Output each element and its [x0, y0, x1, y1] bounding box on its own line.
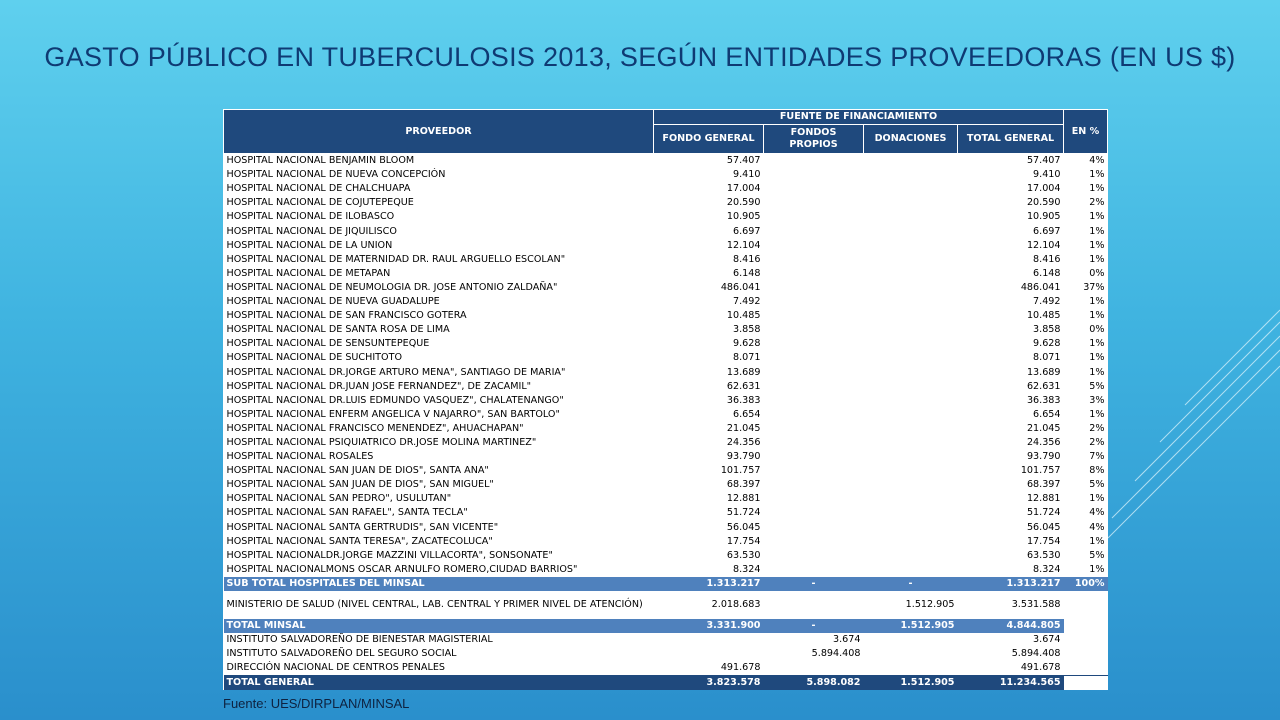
fondos-propios-cell — [764, 168, 864, 182]
empty-pct-cell — [1064, 633, 1108, 647]
fondo-general-cell: 9.628 — [733, 338, 761, 350]
total-general-row — [224, 676, 1108, 691]
donaciones-cell — [864, 492, 958, 506]
donaciones-cell — [864, 394, 958, 408]
total-general-cell: 51.724 — [1026, 507, 1061, 519]
table-row — [224, 351, 1108, 365]
donaciones-cell: 1.512.905 — [864, 676, 958, 691]
fondo-general-cell: 8.071 — [733, 352, 761, 364]
donaciones-cell — [864, 563, 958, 577]
donaciones-cell — [864, 337, 958, 351]
fondo-general-cell: 10.905 — [726, 211, 761, 223]
fondos-propios-cell — [764, 436, 864, 450]
provider-name-cell: HOSPITAL NACIONAL DE CHALCHUAPA — [226, 183, 411, 195]
total-general-cell: 57.407 — [1026, 155, 1061, 167]
provider-name-cell: HOSPITAL NACIONAL DR.JORGE ARTURO MENA", SANTIAGO DE MARIA" — [226, 366, 566, 378]
subtotal-row — [224, 577, 1108, 591]
pct-cell: 1% — [1089, 366, 1105, 378]
provider-name-cell: HOSPITAL NACIONAL SAN JUAN DE DIOS", SANTA ANA" — [226, 465, 489, 477]
provider-name-cell: HOSPITAL NACIONAL DE SANTA ROSA DE LIMA — [226, 324, 450, 336]
fondos-propios-cell — [764, 464, 864, 478]
fondo-general-cell: 3.823.578 — [654, 676, 764, 691]
ministerio-row — [224, 591, 1108, 619]
provider-name-cell: HOSPITAL NACIONAL SANTA TERESA", ZACATECOLUCA" — [226, 535, 493, 547]
fondos-propios-cell — [764, 366, 864, 380]
fondo-general-cell: 6.654 — [733, 408, 761, 420]
fondo-general-cell — [654, 633, 764, 647]
fondos-propios-cell — [764, 196, 864, 210]
total-general-cell: 62.631 — [1026, 380, 1061, 392]
fondos-propios-cell — [764, 661, 864, 676]
provider-name-cell: INSTITUTO SALVADOREÑO DEL SEGURO SOCIAL — [226, 648, 457, 660]
header-total-general: TOTAL GENERAL — [958, 125, 1064, 154]
total-general-cell: 12.881 — [1026, 493, 1061, 505]
pct-cell: 4% — [1089, 521, 1105, 533]
source-note: Fuente: UES/DIRPLAN/MINSAL — [223, 696, 410, 711]
fondos-propios-cell — [764, 591, 864, 619]
donaciones-cell — [864, 661, 958, 676]
pct-cell: 1% — [1089, 493, 1105, 505]
empty-pct-cell — [1064, 591, 1108, 619]
pct-cell: 37% — [1083, 281, 1105, 293]
donaciones-cell: 1.512.905 — [864, 619, 958, 633]
total-general-cell: 9.410 — [1033, 169, 1061, 181]
provider-name-cell: HOSPITAL NACIONAL DE ILOBASCO — [226, 211, 395, 223]
fondo-general-cell: 24.356 — [726, 436, 761, 448]
pct-cell: 4% — [1089, 155, 1105, 167]
donaciones-cell — [864, 295, 958, 309]
fondos-propios-cell — [764, 351, 864, 365]
donaciones-cell: - — [864, 577, 958, 591]
table-row — [224, 323, 1108, 337]
table-row — [224, 267, 1108, 281]
table-row — [224, 168, 1108, 182]
donaciones-cell — [864, 450, 958, 464]
total-general-cell: 491.678 — [1020, 662, 1061, 674]
fondo-general-cell: 8.324 — [733, 563, 761, 575]
provider-name-cell: HOSPITAL NACIONAL SAN RAFAEL", SANTA TECLA" — [226, 507, 468, 519]
donaciones-cell — [864, 168, 958, 182]
table-row — [224, 253, 1108, 267]
total-general-cell: 8.071 — [1033, 352, 1061, 364]
provider-name-cell: HOSPITAL NACIONAL DE LA UNION — [226, 239, 393, 251]
total-minsal-row — [224, 619, 1108, 633]
fondos-propios-cell — [764, 492, 864, 506]
total-general-cell: 5.894.408 — [1011, 648, 1061, 660]
fondo-general-cell — [654, 647, 764, 661]
pct-cell: 1% — [1089, 225, 1105, 237]
total-general-cell: 6.148 — [1033, 267, 1061, 279]
pct-cell: 5% — [1089, 549, 1105, 561]
provider-name-cell: HOSPITAL NACIONAL DE NUEVA CONCEPCIÓN — [226, 169, 446, 181]
header-donaciones: DONACIONES — [864, 125, 958, 154]
header-fondos-propios: FONDOS PROPIOS — [764, 125, 864, 154]
donaciones-cell — [864, 535, 958, 549]
table-row — [224, 450, 1108, 464]
table-row — [224, 535, 1108, 549]
fondo-general-cell: 20.590 — [726, 197, 761, 209]
fondo-general-cell: 491.678 — [720, 662, 761, 674]
fondo-general-cell: 12.881 — [726, 493, 761, 505]
provider-name-cell: HOSPITAL NACIONAL SANTA GERTRUDIS", SAN VICENTE" — [226, 521, 499, 533]
provider-name-cell: HOSPITAL NACIONAL DE NUEVA GUADALUPE — [226, 296, 440, 308]
donaciones-cell — [864, 408, 958, 422]
donaciones-cell — [864, 436, 958, 450]
fondo-general-cell: 3.858 — [733, 324, 761, 336]
pct-cell: 0% — [1089, 267, 1105, 279]
table-row — [224, 436, 1108, 450]
provider-name-cell: TOTAL GENERAL — [224, 676, 654, 691]
table-row — [224, 563, 1108, 577]
provider-name-cell: HOSPITAL NACIONAL SAN JUAN DE DIOS", SAN MIGUEL" — [226, 479, 494, 491]
table-row — [224, 661, 1108, 676]
fondos-propios-cell — [764, 182, 864, 196]
fondos-propios-cell — [764, 535, 864, 549]
table-row — [224, 182, 1108, 196]
donaciones-cell — [864, 464, 958, 478]
table-row — [224, 309, 1108, 323]
donaciones-cell — [864, 366, 958, 380]
table-row — [224, 478, 1108, 492]
total-general-cell: 68.397 — [1026, 479, 1061, 491]
total-general-cell: 10.905 — [1026, 211, 1061, 223]
donaciones-cell — [864, 422, 958, 436]
total-general-cell: 8.324 — [1033, 563, 1061, 575]
table-row — [224, 281, 1108, 295]
total-general-cell: 101.757 — [1020, 465, 1061, 477]
fondo-general-cell: 57.407 — [726, 155, 761, 167]
provider-name-cell: HOSPITAL NACIONAL DE SENSUNTEPEQUE — [226, 338, 430, 350]
donaciones-cell: 1.512.905 — [905, 598, 955, 610]
donaciones-cell — [864, 281, 958, 295]
total-general-cell: 93.790 — [1026, 451, 1061, 463]
total-general-cell: 3.674 — [1033, 634, 1061, 646]
total-general-cell: 4.844.805 — [958, 619, 1064, 633]
fondo-general-cell: 1.313.217 — [654, 577, 764, 591]
total-general-cell: 11.234.565 — [958, 676, 1064, 691]
provider-name-cell: TOTAL MINSAL — [224, 619, 654, 633]
total-general-cell: 12.104 — [1026, 239, 1061, 251]
table-row — [224, 239, 1108, 253]
provider-name-cell: SUB TOTAL HOSPITALES DEL MINSAL — [224, 577, 654, 591]
fondos-propios-cell — [764, 337, 864, 351]
provider-name-cell: HOSPITAL NACIONAL ROSALES — [226, 451, 374, 463]
table-row — [224, 210, 1108, 224]
total-general-cell: 20.590 — [1026, 197, 1061, 209]
total-general-cell: 1.313.217 — [958, 577, 1064, 591]
pct-cell: 1% — [1089, 310, 1105, 322]
fondos-propios-cell — [764, 253, 864, 267]
provider-name-cell: HOSPITAL NACIONALDR.JORGE MAZZINI VILLACORTA", SONSONATE" — [226, 549, 553, 561]
header-proveedor: PROVEEDOR — [224, 110, 654, 154]
pct-cell: 1% — [1089, 211, 1105, 223]
pct-cell: 8% — [1089, 465, 1105, 477]
fondo-general-cell: 7.492 — [733, 296, 761, 308]
fondos-propios-cell: 5.894.408 — [811, 648, 861, 660]
fondos-propios-cell — [764, 521, 864, 535]
fondos-propios-cell — [764, 450, 864, 464]
total-general-cell: 3.531.588 — [1011, 598, 1061, 610]
provider-name-cell: DIRECCIÓN NACIONAL DE CENTROS PENALES — [226, 662, 445, 674]
pct-cell: 2% — [1089, 422, 1105, 434]
fondo-general-cell: 63.530 — [726, 549, 761, 561]
donaciones-cell — [864, 253, 958, 267]
fondo-general-cell: 101.757 — [720, 465, 761, 477]
provider-name-cell: HOSPITAL NACIONAL DE SAN FRANCISCO GOTERA — [226, 310, 467, 322]
fondo-general-cell: 8.416 — [733, 253, 761, 265]
fondos-propios-cell — [764, 394, 864, 408]
provider-name-cell: HOSPITAL NACIONAL DE METAPAN — [226, 267, 391, 279]
fondos-propios-cell — [764, 239, 864, 253]
pct-cell: 1% — [1089, 408, 1105, 420]
fondos-propios-cell: - — [764, 577, 864, 591]
spending-table — [223, 109, 1108, 690]
empty-pct-cell — [1064, 619, 1108, 633]
total-general-cell: 3.858 — [1033, 324, 1061, 336]
table-row — [224, 506, 1108, 520]
fondo-general-cell: 56.045 — [726, 521, 761, 533]
table-row — [224, 422, 1108, 436]
provider-name-cell: HOSPITAL NACIONAL SAN PEDRO", USULUTAN" — [226, 493, 452, 505]
spending-table-container — [223, 109, 1107, 690]
table-row — [224, 380, 1108, 394]
fondos-propios-cell — [764, 563, 864, 577]
fondo-general-cell: 21.045 — [726, 422, 761, 434]
provider-name-cell: HOSPITAL NACIONAL ENFERM ANGELICA V NAJARRO", SAN BARTOLO" — [226, 408, 560, 420]
fondos-propios-cell — [764, 281, 864, 295]
pct-cell: 1% — [1089, 352, 1105, 364]
provider-name-cell: HOSPITAL NACIONAL PSIQUIATRICO DR.JOSE MOLINA MARTINEZ" — [226, 436, 537, 448]
table-row — [224, 225, 1108, 239]
provider-name-cell: HOSPITAL NACIONALMONS OSCAR ARNULFO ROMERO,CIUDAD BARRIOS" — [226, 563, 578, 575]
provider-name-cell: HOSPITAL NACIONAL DE MATERNIDAD DR. RAUL ARGUELLO ESCOLAN" — [226, 253, 566, 265]
total-general-cell: 17.754 — [1026, 535, 1061, 547]
provider-name-cell: HOSPITAL NACIONAL DE SUCHITOTO — [226, 352, 403, 364]
pct-cell: 5% — [1089, 479, 1105, 491]
pct-cell: 1% — [1089, 169, 1105, 181]
fondo-general-cell: 6.148 — [733, 267, 761, 279]
total-general-cell: 6.697 — [1033, 225, 1061, 237]
fondos-propios-cell — [764, 295, 864, 309]
provider-name-cell: HOSPITAL NACIONAL DE JIQUILISCO — [226, 225, 397, 237]
total-general-cell: 9.628 — [1033, 338, 1061, 350]
pct-cell: 2% — [1089, 436, 1105, 448]
donaciones-cell — [864, 351, 958, 365]
fondo-general-cell: 3.331.900 — [654, 619, 764, 633]
provider-name-cell: HOSPITAL NACIONAL FRANCISCO MENENDEZ", AHUACHAPAN" — [226, 422, 524, 434]
fondo-general-cell: 62.631 — [726, 380, 761, 392]
header-fondo-general: FONDO GENERAL — [654, 125, 764, 154]
fondo-general-cell: 6.697 — [733, 225, 761, 237]
donaciones-cell — [864, 210, 958, 224]
table-row — [224, 196, 1108, 210]
total-general-cell: 21.045 — [1026, 422, 1061, 434]
provider-name-cell: HOSPITAL NACIONAL BENJAMIN BLOOM — [226, 155, 415, 167]
pct-cell: 1% — [1089, 535, 1105, 547]
fondos-propios-cell: 5.898.082 — [764, 676, 864, 691]
pct-cell: 1% — [1089, 338, 1105, 350]
donaciones-cell — [864, 478, 958, 492]
pct-cell: 1% — [1089, 253, 1105, 265]
total-general-cell: 17.004 — [1026, 183, 1061, 195]
table-body — [224, 154, 1108, 691]
table-row — [224, 408, 1108, 422]
table-row — [224, 521, 1108, 535]
provider-name-cell: HOSPITAL NACIONAL DE NEUMOLOGIA DR. JOSE ANTONIO ZALDAÑA" — [226, 281, 558, 293]
donaciones-cell — [864, 647, 958, 661]
total-general-cell: 8.416 — [1033, 253, 1061, 265]
total-general-cell: 7.492 — [1033, 296, 1061, 308]
pct-cell: 1% — [1089, 563, 1105, 575]
fondos-propios-cell: 3.674 — [833, 634, 861, 646]
provider-name-cell: HOSPITAL NACIONAL DE COJUTEPEQUE — [226, 197, 414, 209]
pct-cell: 3% — [1089, 394, 1105, 406]
donaciones-cell — [864, 380, 958, 394]
fondo-general-cell: 13.689 — [726, 366, 761, 378]
pct-cell: 2% — [1089, 197, 1105, 209]
fondo-general-cell: 17.004 — [726, 183, 761, 195]
pct-cell: 5% — [1089, 380, 1105, 392]
fondos-propios-cell — [764, 408, 864, 422]
total-general-cell: 486.041 — [1020, 281, 1061, 293]
table-row — [224, 154, 1108, 169]
fondos-propios-cell — [764, 506, 864, 520]
fondos-propios-cell — [764, 549, 864, 563]
table-row — [224, 464, 1108, 478]
fondo-general-cell: 36.383 — [726, 394, 761, 406]
donaciones-cell — [864, 549, 958, 563]
table-row — [224, 549, 1108, 563]
table-row — [224, 492, 1108, 506]
donaciones-cell — [864, 309, 958, 323]
fondo-general-cell: 51.724 — [726, 507, 761, 519]
total-general-cell: 10.485 — [1026, 310, 1061, 322]
donaciones-cell — [864, 239, 958, 253]
donaciones-cell — [864, 506, 958, 520]
donaciones-cell — [864, 196, 958, 210]
fondos-propios-cell — [764, 210, 864, 224]
fondo-general-cell: 486.041 — [720, 281, 761, 293]
total-general-cell: 56.045 — [1026, 521, 1061, 533]
donaciones-cell — [864, 267, 958, 281]
fondos-propios-cell — [764, 154, 864, 169]
fondos-propios-cell — [764, 267, 864, 281]
pct-cell: 7% — [1089, 451, 1105, 463]
empty-pct-cell — [1064, 676, 1108, 691]
provider-name-cell: MINISTERIO DE SALUD (NIVEL CENTRAL, LAB. CENTRAL Y PRIMER NIVEL DE ATENCIÓN) — [226, 599, 643, 610]
provider-name-cell: HOSPITAL NACIONAL DR.LUIS EDMUNDO VASQUEZ", CHALATENANGO" — [226, 394, 564, 406]
empty-pct-cell — [1064, 661, 1108, 676]
fondo-general-cell: 12.104 — [726, 239, 761, 251]
pct-cell: 4% — [1089, 507, 1105, 519]
table-row — [224, 633, 1108, 647]
fondos-propios-cell — [764, 225, 864, 239]
empty-pct-cell — [1064, 647, 1108, 661]
donaciones-cell — [864, 154, 958, 169]
donaciones-cell — [864, 633, 958, 647]
pct-cell: 100% — [1064, 577, 1108, 591]
fondo-general-cell: 93.790 — [726, 451, 761, 463]
fondos-propios-cell — [764, 380, 864, 394]
provider-name-cell: INSTITUTO SALVADOREÑO DE BIENESTAR MAGISTERIAL — [226, 634, 493, 646]
total-general-cell: 13.689 — [1026, 366, 1061, 378]
provider-name-cell: HOSPITAL NACIONAL DR.JUAN JOSE FERNANDEZ", DE ZACAMIL" — [226, 380, 532, 392]
total-general-cell: 63.530 — [1026, 549, 1061, 561]
table-row — [224, 366, 1108, 380]
pct-cell: 1% — [1089, 296, 1105, 308]
fondos-propios-cell — [764, 422, 864, 436]
total-general-cell: 6.654 — [1033, 408, 1061, 420]
pct-cell: 1% — [1089, 183, 1105, 195]
fondo-general-cell: 17.754 — [726, 535, 761, 547]
fondos-propios-cell — [764, 309, 864, 323]
table-row — [224, 337, 1108, 351]
header-en-pct: EN % — [1064, 110, 1108, 154]
page-title: GASTO PÚBLICO EN TUBERCULOSIS 2013, SEGÚN ENTIDADES PROVEEDORAS (EN US $) — [44, 42, 1236, 72]
fondo-general-cell: 68.397 — [726, 479, 761, 491]
fondos-propios-cell: - — [764, 619, 864, 633]
fondo-general-cell: 9.410 — [733, 169, 761, 181]
donaciones-cell — [864, 182, 958, 196]
fondos-propios-cell — [764, 323, 864, 337]
fondos-propios-cell — [764, 478, 864, 492]
fondo-general-cell: 2.018.683 — [711, 598, 761, 610]
fondo-general-cell: 10.485 — [726, 310, 761, 322]
table-row — [224, 295, 1108, 309]
pct-cell: 0% — [1089, 324, 1105, 336]
total-general-cell: 24.356 — [1026, 436, 1061, 448]
pct-cell: 1% — [1089, 239, 1105, 251]
table-row — [224, 394, 1108, 408]
donaciones-cell — [864, 225, 958, 239]
donaciones-cell — [864, 521, 958, 535]
table-row — [224, 647, 1108, 661]
donaciones-cell — [864, 323, 958, 337]
total-general-cell: 36.383 — [1026, 394, 1061, 406]
header-fuente-financiamiento: FUENTE DE FINANCIAMIENTO — [654, 110, 1064, 125]
